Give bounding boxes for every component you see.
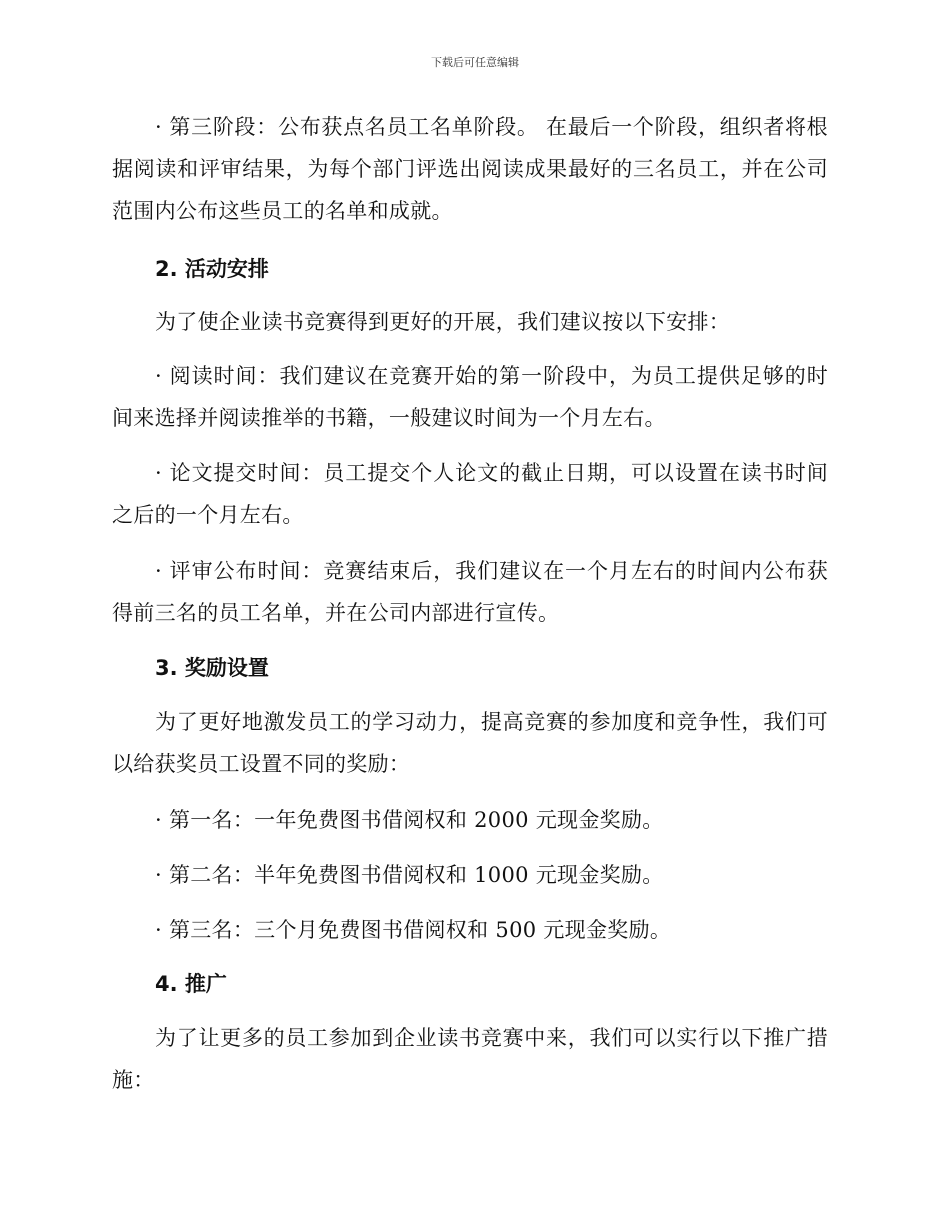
section-heading-activity-arrangement: 2. 活动安排: [155, 257, 269, 281]
paragraph-promotion-intro: 为了让更多的员工参加到企业读书竞赛中来，我们可以实行以下推广措施：: [112, 1026, 828, 1092]
page-header: 下载后可任意编辑: [431, 56, 519, 69]
paragraph-arrangement-intro: 为了使企业读书竞赛得到更好的开展，我们建议按以下安排：: [155, 310, 731, 334]
paragraph-stage-three: · 第三阶段：公布获点名员工名单阶段。 在最后一个阶段，组织者将根据阅读和评审结果，为每个部门评选出阅读成果最好的三名员工，并在公司范围内公布这些员工的名单和成就。: [112, 115, 828, 223]
section-heading-rewards: 3. 奖励设置: [155, 656, 269, 680]
list-item-essay-time: · 论文提交时间：员工提交个人论文的截止日期，可以设置在读书时间之后的一个月左右。: [112, 461, 828, 527]
paragraph-reward-intro: 为了更好地激发员工的学习动力，提高竞赛的参加度和竞争性，我们可以给获奖员工设置不同的奖励：: [112, 710, 828, 776]
list-item-review-time: · 评审公布时间：竞赛结束后，我们建议在一个月左右的时间内公布获得前三名的员工名单，并在公司内部进行宣传。: [112, 559, 828, 625]
list-item-third-prize: · 第三名：三个月免费图书借阅权和 500 元现金奖励。: [155, 918, 672, 942]
list-item-reading-time: · 阅读时间：我们建议在竞赛开始的第一阶段中，为员工提供足够的时间来选择并阅读推举的书籍，一般建议时间为一个月左右。: [112, 364, 828, 430]
list-item-first-prize: · 第一名：一年免费图书借阅权和 2000 元现金奖励。: [155, 808, 664, 832]
list-item-second-prize: · 第二名：半年免费图书借阅权和 1000 元现金奖励。: [155, 863, 664, 887]
section-heading-promotion: 4. 推广: [155, 972, 227, 996]
